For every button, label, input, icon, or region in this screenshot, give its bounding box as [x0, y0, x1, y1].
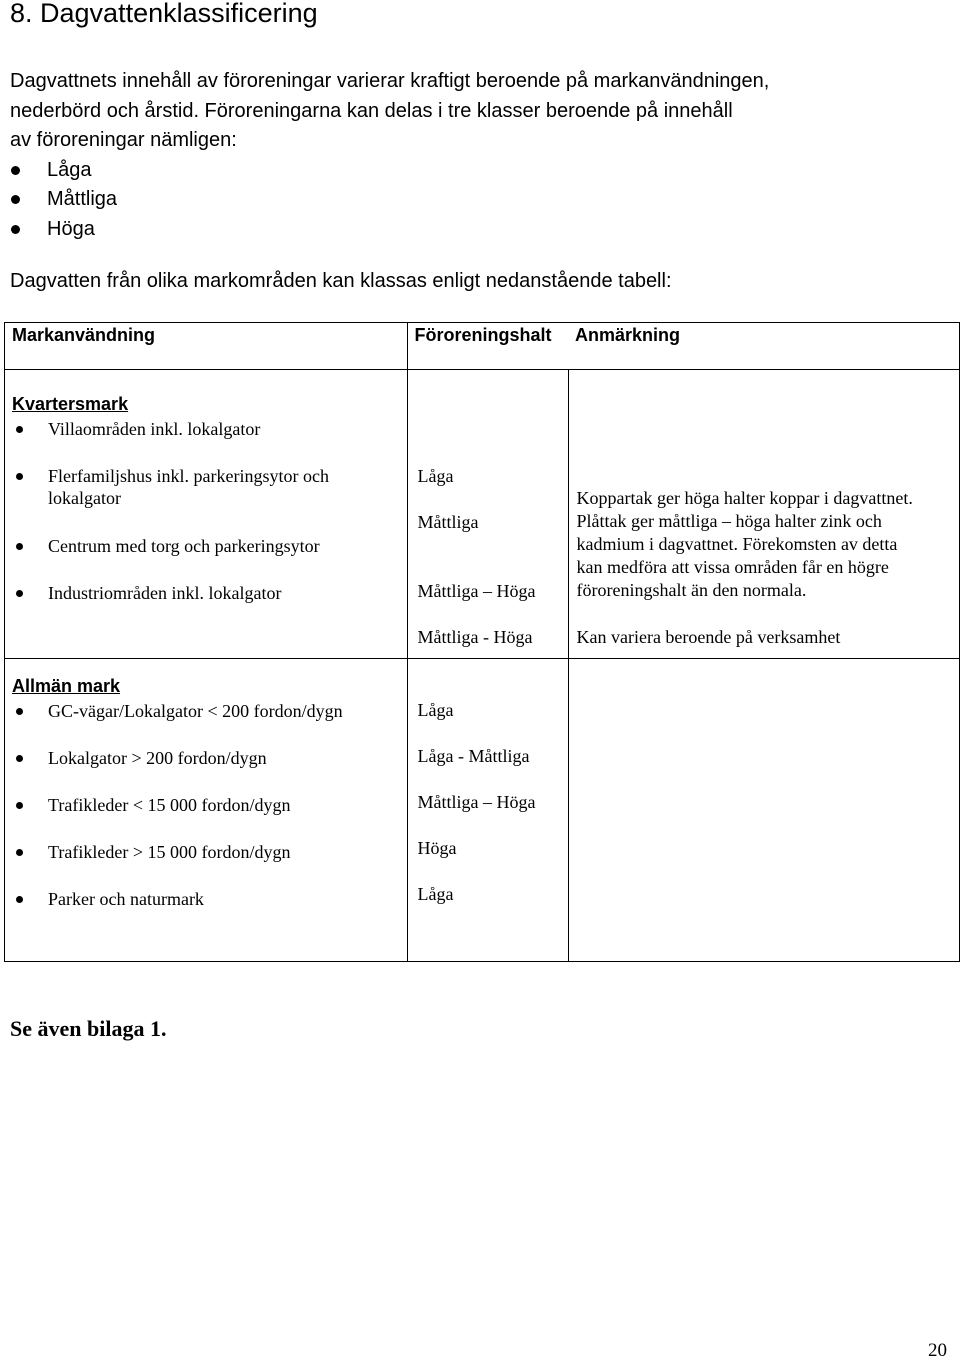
- list-item: Parker och naturmark: [5, 888, 407, 910]
- classification-table: [4, 322, 960, 962]
- bullet-icon: [16, 802, 23, 809]
- level-value: Måttliga – Höga: [417, 581, 536, 601]
- kvartersmark-uses-cell: [5, 370, 408, 659]
- class-item: Höga: [10, 215, 910, 245]
- level-value: Låga: [417, 700, 454, 720]
- bullet-icon: [16, 426, 23, 433]
- level-value: Låga: [417, 466, 454, 486]
- allman-mark-list: [5, 700, 407, 910]
- level-value: Höga: [417, 838, 457, 858]
- allman-mark-row: [5, 659, 960, 962]
- bullet-icon: [16, 755, 23, 762]
- class-item: Måttliga: [10, 185, 910, 215]
- level-value: Låga: [417, 884, 454, 904]
- bullet-icon: [11, 195, 20, 204]
- allman-mark-title: Allmän mark: [12, 676, 121, 696]
- table-lead-text: Dagvatten från olika markområden kan klassas enligt nedanstående tabell:: [10, 270, 672, 292]
- bullet-icon: [16, 543, 23, 550]
- page-number: 20: [928, 1340, 947, 1361]
- allman-mark-uses-cell: [5, 659, 408, 962]
- bullet-icon: [16, 849, 23, 856]
- kvartersmark-levels-cell: [407, 370, 569, 659]
- bullet-icon: [11, 225, 20, 234]
- bullet-icon: [16, 590, 23, 597]
- header-anmarkning: Anmärkning: [569, 323, 960, 370]
- list-item: Trafikleder > 15 000 fordon/dygn: [5, 841, 407, 888]
- intro-line-1: Dagvattnets innehåll av föroreningar varierar kraftigt beroende på markanvändningen,: [10, 70, 770, 92]
- bullet-icon: [16, 473, 23, 480]
- header-markanvandning: Markanvändning: [5, 323, 408, 370]
- see-also-note: Se även bilaga 1.: [10, 1016, 167, 1041]
- level-value: Måttliga: [417, 512, 479, 532]
- table-header-row: [5, 323, 960, 370]
- bullet-icon: [11, 166, 20, 175]
- class-list: [10, 156, 910, 245]
- allman-mark-levels-cell: [407, 659, 569, 962]
- header-fororeningshalt: Föroreningshalt: [407, 323, 569, 370]
- level-value: Måttliga – Höga: [417, 792, 536, 812]
- list-item: Centrum med torg och parkeringsytor: [5, 535, 407, 582]
- intro-line-3: av föroreningar nämligen:: [10, 129, 237, 151]
- kvartersmark-remark-cell: [569, 370, 960, 659]
- kvartersmark-row: [5, 370, 960, 659]
- list-item: GC-vägar/Lokalgator < 200 fordon/dygn: [5, 700, 407, 747]
- list-item: Villaområden inkl. lokalgator: [5, 418, 407, 465]
- kvartersmark-list: [5, 418, 407, 604]
- class-item: Låga: [10, 156, 910, 186]
- bullet-icon: [16, 708, 23, 715]
- list-item: Trafikleder < 15 000 fordon/dygn: [5, 794, 407, 841]
- kvartersmark-title: Kvartersmark: [12, 394, 129, 414]
- list-item: Lokalgator > 200 fordon/dygn: [5, 747, 407, 794]
- remark-text: Koppartak ger höga halter koppar i dagvattnet. Plåttak ger måttliga – höga halter zink och kadmium i dagvattnet. Förekomsten av detta kan medföra att vissa områden får en högre föroreningshalt än den normala.: [576, 488, 913, 600]
- bullet-icon: [16, 896, 23, 903]
- level-value: Måttliga - Höga: [417, 627, 533, 647]
- intro-line-2: nederbörd och årstid. Föroreningarna kan delas i tre klasser beroende på innehåll: [10, 99, 733, 122]
- intro-section: [10, 67, 910, 244]
- page-heading: 8. Dagvattenklassificering: [10, 0, 318, 28]
- remark-industry: Kan variera beroende på verksamhet: [576, 627, 841, 647]
- list-item: Industriområden inkl. lokalgator: [5, 582, 407, 604]
- level-value: Låga - Måttliga: [417, 746, 530, 766]
- allman-mark-remark-cell: [569, 659, 960, 962]
- list-item: Flerfamiljshus inkl. parkeringsytor och lokalgator: [5, 465, 407, 535]
